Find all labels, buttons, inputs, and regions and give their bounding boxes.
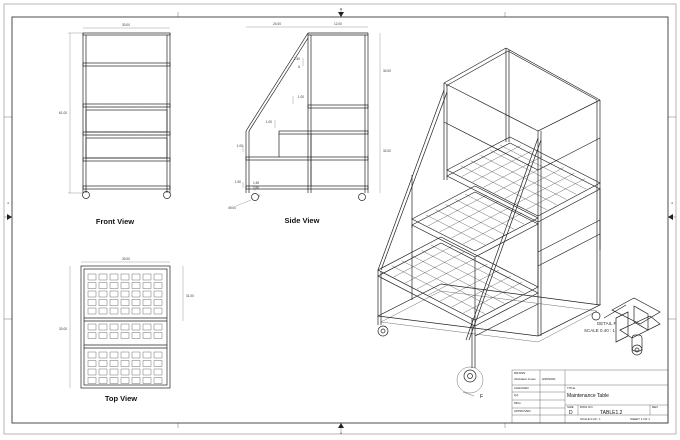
title-block-row-approved: APPROVED [514, 409, 531, 413]
grating-cell [99, 300, 107, 306]
grating-cell [88, 333, 96, 339]
grating-cell [88, 291, 96, 297]
grating-cell [110, 361, 118, 367]
title-block-drawn-name: Abubakar Jones [514, 377, 536, 381]
grating-cell [99, 333, 107, 339]
grating-cell [99, 378, 107, 384]
grating-cell [132, 333, 140, 339]
grating-cell [132, 283, 140, 289]
grating-cell [154, 291, 162, 297]
iso-grating-line [526, 179, 585, 210]
iso-grating-line [463, 213, 522, 244]
side-right-lower-dimension: 32.00 [383, 149, 391, 153]
grating-cell [121, 274, 129, 280]
grating-cell [99, 274, 107, 280]
grating-cell [121, 361, 129, 367]
grating-cell [143, 333, 151, 339]
grating-cell [154, 369, 162, 375]
title-block-row-checked: CHECKED [514, 386, 529, 390]
grating-cell [132, 352, 140, 358]
grating-cell [143, 361, 151, 367]
grating-cell [99, 369, 107, 375]
border-mark-top: A [339, 7, 343, 11]
grating-cell [110, 291, 118, 297]
detail-f-view [604, 298, 660, 355]
grating-cell [121, 333, 129, 339]
title-block-row-qa: QA [514, 393, 519, 397]
grating-cell [99, 291, 107, 297]
grating-cell [88, 308, 96, 314]
grating-cell [110, 283, 118, 289]
iso-grating-line [451, 207, 510, 238]
grating-cell [99, 283, 107, 289]
side-top-left-dimension: 24.00 [273, 22, 281, 26]
side-step-dim-7: 1.50 [253, 181, 260, 185]
grating-cell [143, 324, 151, 330]
grating-cell [110, 274, 118, 280]
title-block-title-label: TITLE [567, 386, 576, 390]
grating-cell [154, 352, 162, 358]
grating-cell [121, 369, 129, 375]
grating-cell [121, 378, 129, 384]
grating-cell [88, 378, 96, 384]
title-block-rev-label: REV [652, 405, 659, 409]
grating-cell [99, 324, 107, 330]
top-view-label: Top View [104, 394, 138, 403]
title-block-scale: SCALE 0.20 : 1 [580, 417, 601, 421]
title-block-sheet: SHEET 1 OF 1 [630, 417, 650, 421]
grating-cell [143, 352, 151, 358]
grating-cell [88, 369, 96, 375]
side-step-dim-8: 1.50 [253, 186, 260, 190]
title-block-drawn-label: DRAWN [514, 371, 526, 375]
top-view [59, 257, 194, 403]
side-view-label: Side View [284, 216, 320, 225]
grating-cell [132, 361, 140, 367]
side-step-dim-9: 6 [258, 194, 260, 198]
iso-grating-line [465, 194, 524, 224]
border-mark-bottom: A [339, 431, 343, 435]
grating-cell [143, 291, 151, 297]
side-step-dim-6: 1.50 [234, 180, 241, 184]
grating-cell [132, 308, 140, 314]
grating-cell [154, 300, 162, 306]
grating-cell [99, 352, 107, 358]
grating-cell [88, 300, 96, 306]
iso-grating-line [446, 205, 505, 235]
title-block-size: D [569, 410, 573, 416]
top-view-grating [88, 274, 162, 384]
front-height-dimension: 61.00 [59, 111, 67, 115]
iso-grating-line [505, 168, 564, 199]
grating-cell [88, 361, 96, 367]
top-width-dimension: 30.00 [122, 257, 130, 261]
grating-cell [132, 291, 140, 297]
grating-cell [132, 378, 140, 384]
front-view-label: Front View [95, 217, 135, 226]
grating-cell [121, 300, 129, 306]
grating-cell [154, 283, 162, 289]
grating-cell [132, 274, 140, 280]
grating-cell [143, 308, 151, 314]
iso-grating-line [473, 151, 532, 182]
border-mark-left: 4 [7, 201, 9, 205]
side-top-right-dimension: 12.00 [334, 22, 342, 26]
grating-cell [88, 352, 96, 358]
side-step-dim-3: 1.00 [297, 95, 304, 99]
grating-cell [154, 308, 162, 314]
grating-cell [88, 324, 96, 330]
side-step-dim-1: 1.50 [293, 57, 300, 61]
front-width-dimension: 30.00 [122, 23, 130, 27]
grating-cell [143, 300, 151, 306]
detail-scale: SCALE 0.40 : 1 [584, 328, 616, 333]
top-depth-upper-dimension: 31.00 [186, 294, 194, 298]
grating-cell [132, 369, 140, 375]
iso-grating-line [462, 146, 521, 177]
isometric-view [378, 48, 600, 393]
title-block-size-label: SIZE [567, 405, 574, 409]
grating-cell [88, 274, 96, 280]
side-step-dim-5: 1.00 [236, 144, 243, 148]
grating-cell [154, 274, 162, 280]
grating-cell [110, 333, 118, 339]
grating-cell [154, 333, 162, 339]
iso-grating-line [455, 199, 514, 229]
grating-cell [121, 324, 129, 330]
title-block-dwg-label: DWG NO [580, 405, 593, 409]
side-step-dim-2: 8 [298, 65, 300, 69]
grating-cell [121, 291, 129, 297]
side-right-upper-dimension: 30.00 [383, 69, 391, 73]
border-mark-right: 4 [671, 201, 673, 205]
front-view [59, 23, 170, 226]
top-depth-lower-dimension: 30.00 [59, 327, 67, 331]
grating-cell [110, 324, 118, 330]
detail-callout-letter: F [480, 394, 484, 400]
grating-cell [132, 324, 140, 330]
grating-cell [132, 300, 140, 306]
grating-cell [110, 378, 118, 384]
grating-cell [110, 352, 118, 358]
grating-cell [143, 274, 151, 280]
grating-cell [121, 308, 129, 314]
grating-cell [99, 361, 107, 367]
grating-cell [154, 361, 162, 367]
detail-title: DETAIL F [597, 321, 617, 326]
title-block-row-mfg: MFG [514, 401, 521, 405]
grating-cell [143, 369, 151, 375]
grating-cell [154, 324, 162, 330]
grating-cell [110, 369, 118, 375]
title-block-title: Maintenance Table [567, 393, 609, 399]
side-view [228, 22, 391, 225]
iso-grating-line [483, 157, 542, 188]
side-bottom-dimension: 49.00 [228, 206, 236, 210]
iso-grating-line [516, 173, 575, 204]
grating-cell [121, 283, 129, 289]
grating-cell [143, 378, 151, 384]
grating-cell [99, 308, 107, 314]
side-step-dim-4: 1.00 [265, 120, 272, 124]
grating-cell [121, 352, 129, 358]
grating-cell [110, 308, 118, 314]
grating-cell [88, 283, 96, 289]
title-block-drawn-date: 9/28/2020 [542, 377, 556, 381]
grating-cell [154, 378, 162, 384]
grating-cell [110, 300, 118, 306]
detail-callout-leader [463, 392, 474, 396]
title-block-dwg-no: TABLE1.2 [600, 410, 623, 416]
iso-grating-line [428, 195, 487, 226]
grating-cell [143, 283, 151, 289]
